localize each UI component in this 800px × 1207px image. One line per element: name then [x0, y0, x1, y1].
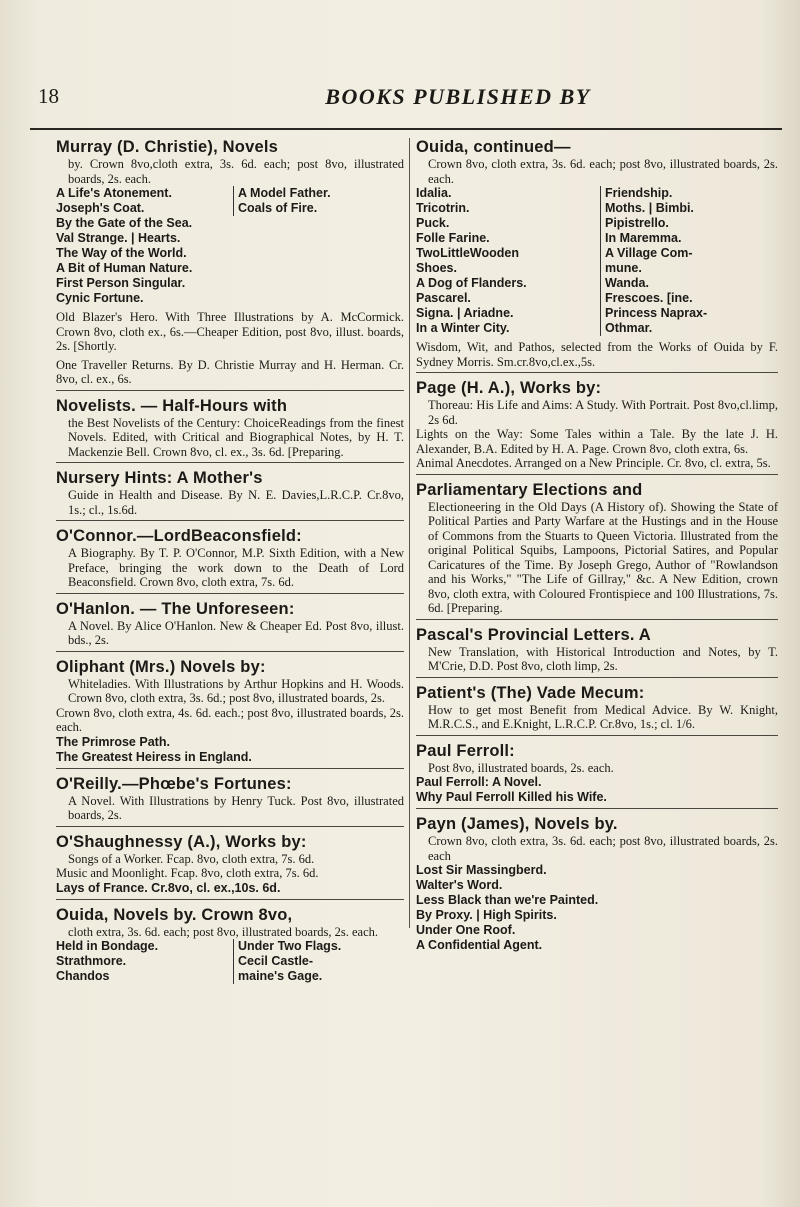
title-list — [56, 939, 404, 984]
entry-heading: Murray (D. Christie), Novels — [56, 138, 278, 156]
entry-text: the Best Novelists of the Century: ChoiceReadings from the finest Novels. Edited, with Critical and Biographical Notes, by H. T. Mackenzie Bell. Crown 8vo, cl. ex., 3s. 6d. [Preparing. — [68, 415, 404, 459]
title-list — [416, 186, 778, 336]
book-title: Puck. — [416, 216, 450, 230]
entry-text: A Biography. By T. P. O'Connor, M.P. Sixth Edition, with a New Preface, bringing the work down to the Death of Lord Beaconsfield. Crown 8vo, cloth extra, 7s. 6d. — [68, 546, 404, 589]
book-title: Joseph's Coat. — [56, 201, 145, 215]
entry-text: Whiteladies. With Illustrations by Arthur Hopkins and H. Woods. Crown 8vo, cloth extra, 3s. 6d.; post 8vo, illustrated boards, 2s. — [68, 676, 404, 705]
catalogue-entry — [56, 906, 404, 988]
entry-text: Songs of a Worker. Fcap. 8vo, cloth extra, 7s. 6d. — [68, 851, 315, 866]
entry-text: Lays of France. Cr.8vo, cl. ex.,10s. 6d. — [56, 880, 281, 895]
right-column — [416, 138, 778, 962]
book-title: Pascarel. — [416, 291, 471, 305]
entry-text: A Confidential Agent. — [416, 938, 543, 952]
book-title: Pipistrello. — [600, 216, 778, 231]
book-title: A Bit of Human Nature. — [56, 261, 193, 275]
entry-heading: Ouida, continued— — [416, 138, 571, 156]
catalogue-entry — [416, 138, 778, 373]
entry-heading: Oliphant (Mrs.) Novels by: — [56, 657, 266, 676]
book-title: Moths. | Bimbi. — [600, 201, 778, 216]
catalogue-entry — [416, 815, 778, 956]
catalogue-entry — [416, 742, 778, 810]
entry-text: Thoreau: His Life and Aims: A Study. With Portrait. Post 8vo,cl.limp, 2s 6d. — [428, 398, 778, 427]
entry-text: One Traveller Returns. By D. Christie Murray and H. Herman. Cr. 8vo, cl. ex., 6s. — [56, 357, 404, 386]
entry-heading: Nursery Hints: A Mother's — [56, 469, 263, 487]
book-title: In Maremma. — [600, 231, 778, 246]
catalogue-entry — [56, 397, 404, 464]
entry-text: Electioneering in the Old Days (A History of). Showing the State of Political Parties and Party Warfare at the Hustings and in the House of Commons from the Stuarts to Queen Victoria. Illustrated from the original Political Squibs, Lampoons, Pictorial Satires, and Popular Caricatures of the Time. By Joseph Grego, Author of "Rowlandson and his Works," "The Life of Gillray," &c. A New Edition, crown 8vo, cloth extra, with Coloured Frontispiece and 100 Illustrations, 7s. 6d. [Preparing. — [428, 499, 778, 615]
catalogue-entry — [56, 775, 404, 827]
catalogue-entry — [56, 527, 404, 594]
left-column — [56, 138, 404, 993]
book-title: Wanda. — [600, 276, 778, 291]
entry-text: Guide in Health and Disease. By N. E. Davies,L.R.C.P. Cr.8vo, 1s.; cl., 1s.6d. — [68, 488, 404, 517]
entry-text: The Greatest Heiress in England. — [56, 749, 252, 764]
entry-heading: O'Reilly.—Phœbe's Fortunes: — [56, 774, 292, 793]
book-title: Folle Farine. — [416, 231, 490, 245]
header-rule — [30, 128, 782, 130]
book-title: Held in Bondage. — [56, 939, 159, 953]
book-title: mune. — [600, 261, 778, 276]
entry-text: Paul Ferroll: A Novel. — [416, 775, 542, 789]
book-title: Val Strange. | Hearts. — [56, 231, 181, 245]
book-title: Tricotrin. — [416, 201, 470, 215]
catalogue-entry — [56, 138, 404, 391]
catalogue-entry — [416, 379, 778, 475]
book-title: Coals of Fire. — [233, 201, 404, 216]
entry-text: The Primrose Path. — [56, 734, 170, 749]
book-title: The Way of the World. — [56, 246, 187, 260]
book-title: By the Gate of the Sea. — [56, 216, 193, 230]
catalogue-entry — [416, 626, 778, 678]
entry-text: How to get most Benefit from Medical Advice. By W. Knight, M.R.C.S., and E.Knight, L.R.C.P. Cr.8vo, 1s.; cl. 1/6. — [428, 702, 778, 731]
entry-text: By Proxy. | High Spirits. — [416, 908, 557, 922]
entry-text: Crown 8vo, cloth extra, 3s. 6d. each; post 8vo, illustrated boards, 2s. each — [428, 834, 778, 863]
column-divider — [409, 138, 410, 928]
entry-text: by. Crown 8vo,cloth extra, 3s. 6d. each; post 8vo, illustrated boards, 2s. each. — [68, 157, 404, 186]
entry-text: Post 8vo, illustrated boards, 2s. each. — [428, 760, 614, 775]
running-head: BOOKS PUBLISHED BY — [325, 84, 591, 109]
book-title: Cecil Castle- — [233, 954, 404, 969]
book-title: maine's Gage. — [233, 969, 404, 984]
entry-text: New Translation, with Historical Introduction and Notes, by T. M'Crie, D.D. Post 8vo, cloth limp, 2s. — [428, 644, 778, 673]
entry-heading: Payn (James), Novels by. — [416, 815, 618, 833]
entry-text: Old Blazer's Hero. With Three Illustrations by A. McCormick. Crown 8vo, cloth ex., 6s.—Cheaper Edition, post 8vo, illust. boards, 2s. [Shortly. — [56, 310, 404, 353]
entry-heading: Page (H. A.), Works by: — [416, 379, 602, 397]
book-title: First Person Singular. — [56, 276, 186, 290]
book-title: Under Two Flags. — [233, 939, 404, 954]
book-title: TwoLittleWooden — [416, 246, 519, 260]
entry-heading: Parliamentary Elections and — [416, 480, 643, 499]
book-title: In a Winter City. — [416, 321, 510, 335]
book-title: Chandos — [56, 969, 110, 983]
entry-text: Wisdom, Wit, and Pathos, selected from the Works of Ouida by F. Sydney Morris. Sm.cr.8vo,cl.ex.,5s. — [416, 340, 778, 369]
entry-text: Under One Roof. — [416, 923, 516, 937]
entry-text: Crown 8vo, cloth extra, 4s. 6d. each.; post 8vo, illustrated boards, 2s. each. — [56, 705, 404, 734]
book-title: Signa. | Ariadne. — [416, 306, 514, 320]
entry-text: Music and Moonlight. Fcap. 8vo, cloth extra, 7s. 6d. — [56, 866, 319, 880]
entry-text: Why Paul Ferroll Killed his Wife. — [416, 790, 607, 804]
page-header — [28, 84, 790, 124]
entry-text: Crown 8vo, cloth extra, 3s. 6d. each; post 8vo, illustrated boards, 2s. each. — [428, 157, 778, 186]
catalogue-entry — [56, 469, 404, 521]
catalogue-entry — [56, 658, 404, 769]
entry-text: Lights on the Way: Some Tales within a Tale. By the late J. H. Alexander, B.A. Edited by H. A. Page. Crown 8vo, cloth extra, 6s. — [416, 427, 778, 456]
entry-text: cloth extra, 3s. 6d. each; post 8vo, illustrated boards, 2s. each. — [68, 924, 378, 939]
entry-heading: Patient's (The) Vade Mecum: — [416, 683, 645, 702]
entry-heading: O'Connor.—LordBeaconsfield: — [56, 527, 302, 545]
book-title: Shoes. — [416, 261, 457, 275]
book-title: Cynic Fortune. — [56, 291, 144, 305]
book-title: A Dog of Flanders. — [416, 276, 527, 290]
book-title: Frescoes. [ine. — [600, 291, 778, 306]
entry-heading: O'Shaughnessy (A.), Works by: — [56, 832, 307, 851]
entry-text: A Novel. With Illustrations by Henry Tuck. Post 8vo, illustrated boards, 2s. — [68, 793, 404, 822]
book-title: Othmar. — [600, 321, 778, 336]
book-title: Idalia. — [416, 186, 452, 200]
book-title: Strathmore. — [56, 954, 127, 968]
title-list — [56, 186, 404, 216]
entry-heading: Ouida, Novels by. Crown 8vo, — [56, 905, 293, 924]
book-title: A Village Com- — [600, 246, 778, 261]
page-number: 18 — [38, 84, 59, 108]
entry-text: Walter's Word. — [416, 878, 503, 892]
catalogue-entry — [416, 684, 778, 736]
entry-text: A Novel. By Alice O'Hanlon. New & Cheaper Ed. Post 8vo, illust. bds., 2s. — [68, 618, 404, 647]
entry-text: Lost Sir Massingberd. — [416, 863, 547, 877]
entry-heading: Paul Ferroll: — [416, 741, 515, 760]
entry-text: Animal Anecdotes. Arranged on a New Principle. Cr. 8vo, cl. extra, 5s. — [416, 456, 771, 470]
book-title: Friendship. — [600, 186, 778, 201]
book-title: A Model Father. — [233, 186, 404, 201]
catalogue-entry — [416, 481, 778, 620]
catalogue-entry — [56, 600, 404, 652]
entry-text: Less Black than we're Painted. — [416, 893, 599, 907]
entry-heading: O'Hanlon. — The Unforeseen: — [56, 599, 295, 618]
catalogue-entry — [56, 833, 404, 900]
entry-heading: Pascal's Provincial Letters. A — [416, 625, 651, 644]
book-title: Princess Naprax- — [600, 306, 778, 321]
book-title: A Life's Atonement. — [56, 186, 172, 200]
entry-heading: Novelists. — Half-Hours with — [56, 396, 288, 415]
